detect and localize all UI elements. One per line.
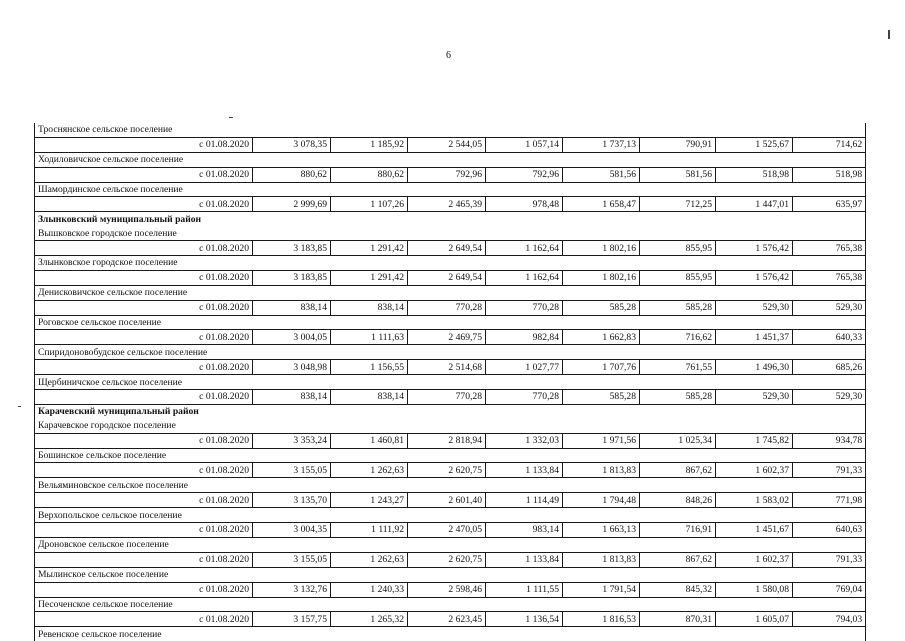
scan-artifact-mark (18, 406, 21, 407)
value-cell: 1 156,55 (331, 360, 408, 375)
value-cell: 838,14 (253, 390, 331, 405)
value-cell: 855,95 (640, 270, 716, 285)
settlement-name: Песоченское сельское поселение (35, 597, 866, 612)
value-cell: 3 048,98 (253, 360, 331, 375)
value-cell: 529,30 (716, 390, 793, 405)
settlement-name-row (35, 597, 866, 612)
settlement-name: Троснянское сельское поселение (35, 123, 866, 137)
value-cell: 1 662,83 (563, 330, 640, 345)
value-cell: 1 802,16 (563, 270, 640, 285)
value-cell: 529,30 (793, 300, 866, 315)
value-cell: 2 598,46 (408, 582, 486, 597)
value-cell: 3 004,05 (253, 330, 331, 345)
value-cell: 770,28 (408, 300, 486, 315)
value-cell: 1 605,07 (716, 612, 793, 627)
date-cell: с 01.08.2020 (35, 167, 253, 182)
settlement-name: Карачевское городское поселение (35, 419, 866, 433)
value-cell: 838,14 (331, 390, 408, 405)
value-cell: 585,28 (563, 390, 640, 405)
date-cell: с 01.08.2020 (35, 241, 253, 256)
value-cell: 792,96 (486, 167, 563, 182)
table-row (35, 360, 866, 375)
value-cell: 1 745,82 (716, 433, 793, 448)
value-cell: 790,91 (640, 137, 716, 152)
settlement-name: Роговское сельское поселение (35, 315, 866, 330)
value-cell: 770,28 (486, 300, 563, 315)
settlement-name-row (35, 627, 866, 641)
table-row (35, 463, 866, 478)
value-cell: 1 583,02 (716, 493, 793, 508)
value-cell: 1 451,67 (716, 523, 793, 538)
value-cell: 2 649,54 (408, 241, 486, 256)
value-cell: 518,98 (716, 167, 793, 182)
date-cell: с 01.08.2020 (35, 612, 253, 627)
value-cell: 3 155,05 (253, 552, 331, 567)
value-cell: 1 162,64 (486, 241, 563, 256)
settlement-name-row (35, 448, 866, 463)
tariff-table (34, 123, 866, 641)
value-cell: 1 813,83 (563, 463, 640, 478)
value-cell: 712,25 (640, 197, 716, 212)
value-cell: 1 576,42 (716, 241, 793, 256)
date-cell: с 01.08.2020 (35, 330, 253, 345)
value-cell: 1 802,16 (563, 241, 640, 256)
value-cell: 1 791,54 (563, 582, 640, 597)
value-cell: 1 291,42 (331, 241, 408, 256)
value-cell: 1 162,64 (486, 270, 563, 285)
settlement-name: Злынковское городское поселение (35, 256, 866, 271)
value-cell: 3 135,70 (253, 493, 331, 508)
settlement-name-row (35, 315, 866, 330)
value-cell: 867,62 (640, 552, 716, 567)
settlement-name-row (35, 345, 866, 360)
table-row (35, 197, 866, 212)
date-cell: с 01.08.2020 (35, 390, 253, 405)
value-cell: 3 157,75 (253, 612, 331, 627)
value-cell: 1 602,37 (716, 463, 793, 478)
value-cell: 867,62 (640, 463, 716, 478)
value-cell: 765,38 (793, 241, 866, 256)
value-cell: 1 107,26 (331, 197, 408, 212)
value-cell: 982,84 (486, 330, 563, 345)
value-cell: 1 133,84 (486, 552, 563, 567)
value-cell: 791,33 (793, 552, 866, 567)
scan-artifact-mark (229, 117, 233, 118)
value-cell: 838,14 (253, 300, 331, 315)
value-cell: 518,98 (793, 167, 866, 182)
settlement-name-row (35, 375, 866, 390)
value-cell: 2 623,45 (408, 612, 486, 627)
date-cell: с 01.08.2020 (35, 300, 253, 315)
value-cell: 794,03 (793, 612, 866, 627)
value-cell: 1 794,48 (563, 493, 640, 508)
value-cell: 1 027,77 (486, 360, 563, 375)
table-row (35, 582, 866, 597)
value-cell: 3 132,76 (253, 582, 331, 597)
table-row (35, 270, 866, 285)
value-cell: 765,38 (793, 270, 866, 285)
date-cell: с 01.08.2020 (35, 582, 253, 597)
value-cell: 771,98 (793, 493, 866, 508)
settlement-name-row (35, 478, 866, 493)
date-cell: с 01.08.2020 (35, 360, 253, 375)
value-cell: 1 185,92 (331, 137, 408, 152)
value-cell: 640,63 (793, 523, 866, 538)
value-cell: 1 971,56 (563, 433, 640, 448)
settlement-name: Вышковское городское поселение (35, 226, 866, 240)
district-header-row (35, 404, 866, 418)
value-cell: 1 737,13 (563, 137, 640, 152)
value-cell: 983,14 (486, 523, 563, 538)
value-cell: 845,32 (640, 582, 716, 597)
date-cell: с 01.08.2020 (35, 523, 253, 538)
value-cell: 1 663,13 (563, 523, 640, 538)
value-cell: 581,56 (563, 167, 640, 182)
value-cell: 855,95 (640, 241, 716, 256)
settlement-name-row (35, 152, 866, 167)
value-cell: 838,14 (331, 300, 408, 315)
value-cell: 2 999,69 (253, 197, 331, 212)
value-cell: 1 243,27 (331, 493, 408, 508)
value-cell: 640,33 (793, 330, 866, 345)
settlement-name: Верхопольское сельское поселение (35, 508, 866, 523)
value-cell: 2 649,54 (408, 270, 486, 285)
value-cell: 1 025,34 (640, 433, 716, 448)
value-cell: 2 620,75 (408, 463, 486, 478)
value-cell: 848,26 (640, 493, 716, 508)
value-cell: 1 451,37 (716, 330, 793, 345)
value-cell: 581,56 (640, 167, 716, 182)
value-cell: 1 111,63 (331, 330, 408, 345)
value-cell: 3 183,85 (253, 270, 331, 285)
value-cell: 1 707,76 (563, 360, 640, 375)
district-name: Карачевский муниципальный район (35, 404, 866, 418)
settlement-name-row (35, 123, 866, 137)
value-cell: 1 262,63 (331, 552, 408, 567)
value-cell: 1 136,54 (486, 612, 563, 627)
value-cell: 635,97 (793, 197, 866, 212)
page-number: 6 (446, 50, 451, 61)
value-cell: 792,96 (408, 167, 486, 182)
value-cell: 978,48 (486, 197, 563, 212)
value-cell: 1 447,01 (716, 197, 793, 212)
value-cell: 585,28 (640, 390, 716, 405)
settlement-name: Денисковичское сельское поселение (35, 285, 866, 300)
value-cell: 716,62 (640, 330, 716, 345)
table-body (35, 123, 866, 641)
settlement-name-row (35, 226, 866, 240)
value-cell: 716,91 (640, 523, 716, 538)
settlement-name: Вельяминовское сельское поселение (35, 478, 866, 493)
date-cell: с 01.08.2020 (35, 463, 253, 478)
scan-artifact-mark (888, 30, 890, 39)
value-cell: 1 332,03 (486, 433, 563, 448)
value-cell: 1 057,14 (486, 137, 563, 152)
settlement-name: Щербиничское сельское поселение (35, 375, 866, 390)
value-cell: 714,62 (793, 137, 866, 152)
value-cell: 1 580,08 (716, 582, 793, 597)
table-row (35, 523, 866, 538)
district-name: Злынковский муниципальный район (35, 212, 866, 226)
value-cell: 791,33 (793, 463, 866, 478)
value-cell: 2 469,75 (408, 330, 486, 345)
date-cell: с 01.08.2020 (35, 433, 253, 448)
settlement-name-row (35, 537, 866, 552)
value-cell: 761,55 (640, 360, 716, 375)
value-cell: 770,28 (486, 390, 563, 405)
value-cell: 3 155,05 (253, 463, 331, 478)
value-cell: 1 114,49 (486, 493, 563, 508)
table-row (35, 300, 866, 315)
value-cell: 2 601,40 (408, 493, 486, 508)
value-cell: 3 004,35 (253, 523, 331, 538)
value-cell: 529,30 (716, 300, 793, 315)
settlement-name-row (35, 567, 866, 582)
value-cell: 2 465,39 (408, 197, 486, 212)
settlement-name: Ходиловичское сельское поселение (35, 152, 866, 167)
value-cell: 529,30 (793, 390, 866, 405)
value-cell: 1 460,81 (331, 433, 408, 448)
value-cell: 1 111,55 (486, 582, 563, 597)
value-cell: 769,04 (793, 582, 866, 597)
settlement-name-row (35, 508, 866, 523)
value-cell: 585,28 (640, 300, 716, 315)
value-cell: 3 078,35 (253, 137, 331, 152)
settlement-name: Ревенское сельское поселение (35, 627, 866, 641)
settlement-name: Мылинское сельское поселение (35, 567, 866, 582)
value-cell: 2 514,68 (408, 360, 486, 375)
date-cell: с 01.08.2020 (35, 197, 253, 212)
settlement-name: Шамординское сельское поселение (35, 182, 866, 197)
value-cell: 1 658,47 (563, 197, 640, 212)
value-cell: 1 576,42 (716, 270, 793, 285)
date-cell: с 01.08.2020 (35, 137, 253, 152)
value-cell: 880,62 (253, 167, 331, 182)
date-cell: с 01.08.2020 (35, 552, 253, 567)
value-cell: 1 111,92 (331, 523, 408, 538)
value-cell: 1 291,42 (331, 270, 408, 285)
settlement-name-row (35, 285, 866, 300)
value-cell: 934,78 (793, 433, 866, 448)
table-row (35, 330, 866, 345)
settlement-name: Дроновское сельское поселение (35, 537, 866, 552)
value-cell: 1 265,32 (331, 612, 408, 627)
table-row (35, 390, 866, 405)
table-row (35, 612, 866, 627)
table-row (35, 493, 866, 508)
table-row (35, 137, 866, 152)
table-row (35, 433, 866, 448)
value-cell: 1 816,53 (563, 612, 640, 627)
date-cell: с 01.08.2020 (35, 493, 253, 508)
district-header-row (35, 212, 866, 226)
value-cell: 585,28 (563, 300, 640, 315)
value-cell: 2 470,05 (408, 523, 486, 538)
table-row (35, 167, 866, 182)
value-cell: 1 240,33 (331, 582, 408, 597)
settlement-name-row (35, 419, 866, 433)
value-cell: 1 525,67 (716, 137, 793, 152)
settlement-name: Спиридоновобудское сельское поселение (35, 345, 866, 360)
value-cell: 880,62 (331, 167, 408, 182)
value-cell: 870,31 (640, 612, 716, 627)
value-cell: 1 813,83 (563, 552, 640, 567)
settlement-name-row (35, 182, 866, 197)
value-cell: 1 496,30 (716, 360, 793, 375)
value-cell: 3 353,24 (253, 433, 331, 448)
value-cell: 2 818,94 (408, 433, 486, 448)
table-row (35, 552, 866, 567)
value-cell: 3 183,85 (253, 241, 331, 256)
table-row (35, 241, 866, 256)
value-cell: 1 602,37 (716, 552, 793, 567)
value-cell: 770,28 (408, 390, 486, 405)
date-cell: с 01.08.2020 (35, 270, 253, 285)
settlement-name: Бошинское сельское поселение (35, 448, 866, 463)
value-cell: 1 133,84 (486, 463, 563, 478)
value-cell: 1 262,63 (331, 463, 408, 478)
value-cell: 685,26 (793, 360, 866, 375)
value-cell: 2 620,75 (408, 552, 486, 567)
value-cell: 2 544,05 (408, 137, 486, 152)
settlement-name-row (35, 256, 866, 271)
